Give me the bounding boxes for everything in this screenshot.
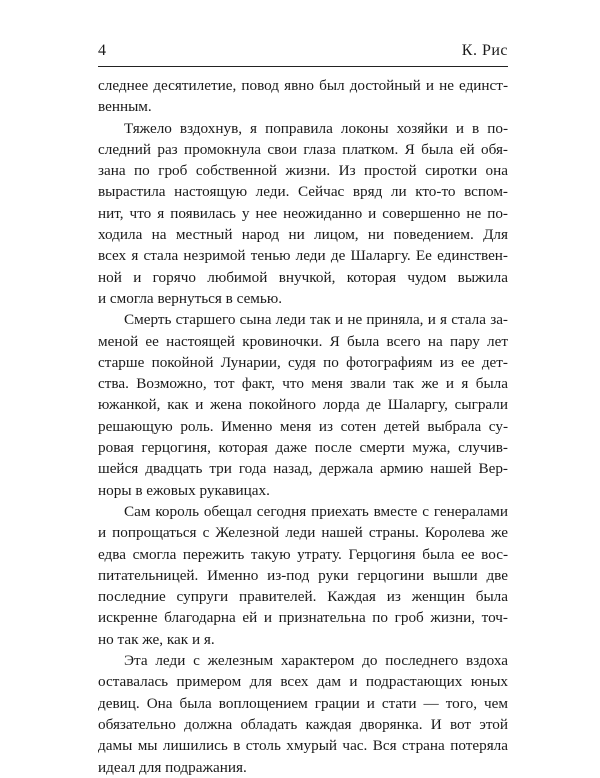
text-line: меной ее настоящей кровиночки. Я была всего на пару лет [98, 332, 508, 350]
text-line: Тяжело вздохнув, я поправила локоны хозяйки и в по- [124, 119, 508, 137]
paragraph [98, 118, 508, 310]
paragraph [98, 650, 508, 778]
page-header [98, 32, 508, 62]
text-line: вырастила настоящую леди. Сейчас вряд ли кто-то вспом- [98, 183, 508, 201]
running-head-author: К. Рис [461, 42, 508, 59]
paragraph [98, 75, 508, 118]
text-line: и попрощаться с Железной леди нашей страны. Королева же [98, 524, 508, 542]
text-line: но так же, как и я. [98, 630, 215, 648]
text-line: дамы мы лишились в столь хмурый час. Вся страна потеряла [98, 737, 508, 755]
text-line: последние супруги правителей. Каждая из женщин была [98, 588, 508, 606]
text-line: искренне благодарна ей и признательна по гроб жизни, точ- [98, 609, 508, 627]
text-line: южанкой, как и жена покойного лорда де Шаларгу, сыграли [98, 396, 508, 414]
text-line: ходила на местный народ ни лицом, ни поведением. Для [98, 226, 508, 244]
text-line: следнее десятилетие, повод явно был достойный и не единст- [98, 77, 508, 94]
text-line: оставалась примером для всех дам и подрастающих юных [98, 673, 508, 691]
text-line: шейся двадцать три года назад, держала армию нашей Вер- [98, 460, 508, 478]
text-line: старше покойной Лунарии, судя по фотографиям из ее дет- [98, 353, 508, 371]
text-line: обязательно должна обладать каждая дворянка. И вот этой [98, 715, 508, 733]
text-line: и смогла вернуться в семью. [98, 289, 282, 307]
header-rule [98, 66, 508, 67]
text-line: Смерть старшего сына леди так и не приняла, и я стала за- [124, 311, 508, 329]
text-line: питательницей. Именно из-под руки герцогини вышли две [98, 566, 508, 584]
text-line: Эта леди с железным характером до последнего вздоха [124, 652, 508, 670]
text-line: всех я стала незримой тенью леди де Шаларгу. Ее единствен- [98, 247, 508, 265]
text-line: решающую роль. Именно меня из сотен детей выбрала су- [98, 417, 508, 435]
text-line: едва смогла пережить такую утрату. Герцогиня была ее вос- [98, 545, 508, 563]
paragraph [98, 309, 508, 501]
text-line: следний раз промокнула свои глаза платком. Я была ей обя- [98, 140, 508, 158]
paragraph [98, 501, 508, 650]
text-line: ства. Возможно, тот факт, что меня звали так же и я была [98, 375, 508, 393]
text-line: зана по гроб собственной жизни. Из простой сиротки она [98, 162, 508, 180]
text-line: девиц. Она была воплощением грации и стати — того, чем [98, 694, 508, 712]
text-line: венным. [98, 98, 152, 116]
body-text [98, 75, 508, 778]
text-line: идеал для подражания. [98, 758, 247, 776]
text-line: нит, что я появилась у нее неожиданно и совершенно не по- [98, 204, 508, 222]
text-line: ровая герцогиня, которая даже после смерти мужа, случив- [98, 439, 508, 457]
page-number: 4 [98, 42, 106, 59]
text-line: Сам король обещал сегодня приехать вместе с генералами [124, 502, 508, 520]
text-line: норы в ежовых рукавицах. [98, 481, 270, 499]
text-line: ной и горячо любимой внучкой, которая чудом выжила [98, 268, 508, 286]
